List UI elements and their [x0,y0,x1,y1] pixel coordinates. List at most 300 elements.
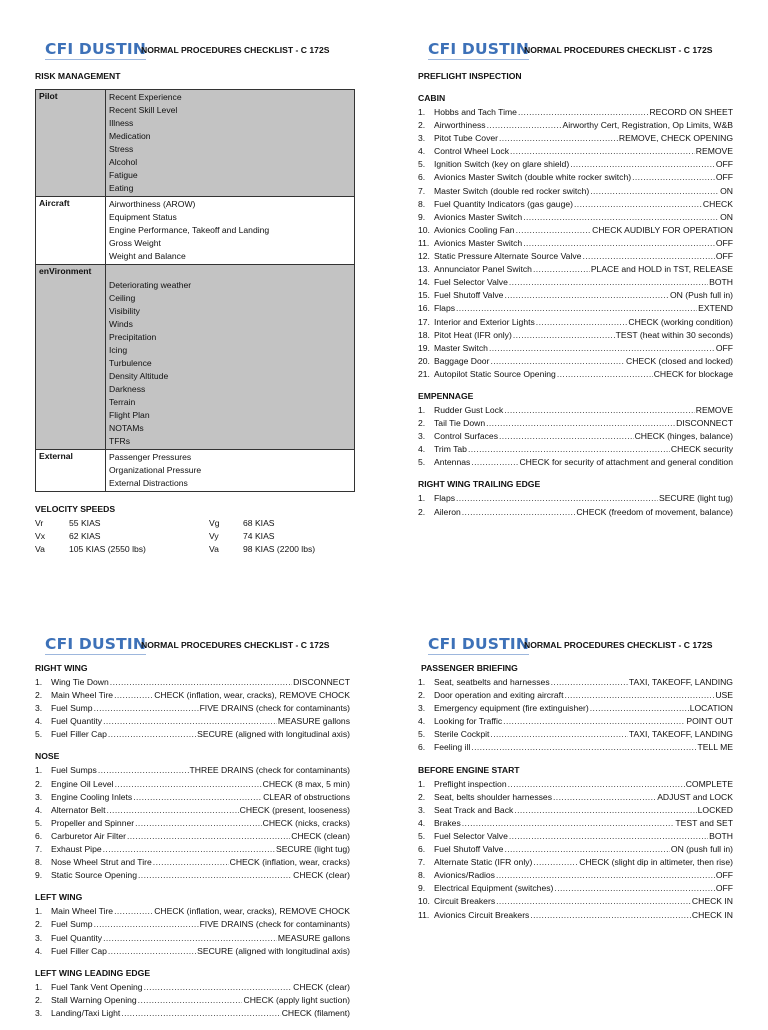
leader-dots [135,817,261,830]
item-number: 8. [35,857,43,868]
section-title: RIGHT WING TRAILING EDGE [418,479,541,490]
item-action: TEST (heat within 30 seconds) [615,329,733,340]
speed-value: 98 KIAS (2200 lbs) [243,544,316,554]
checklist-item [418,185,733,198]
item-label: Fuel Sump [51,919,93,930]
speed-value: 105 KIAS (2550 lbs) [69,544,146,554]
item-action: CHECK security [670,444,733,455]
item-label: Carburetor Air Filter [51,830,126,841]
panel-preflight [418,40,733,529]
item-action: CHECK (clear) [293,981,350,992]
checklist-item [35,945,350,958]
doc-title: NORMAL PROCEDURES CHECKLIST - C 172S [141,45,330,55]
risk-item: Recent Skill Level [109,105,178,115]
risk-item: Visibility [109,306,140,316]
item-number: 8. [418,870,426,881]
item-label: Fuel Filler Cap [51,945,107,956]
leader-dots [504,843,669,856]
checklist-item [35,778,350,791]
leader-dots [471,741,696,754]
item-label: Autopilot Static Source Opening [434,368,556,379]
leader-dots [504,404,694,417]
checklist-item [418,676,733,689]
section-title: VELOCITY SPEEDS [35,504,116,514]
checklist-item [418,237,733,250]
item-number: 3. [35,1007,43,1018]
item-label: Fuel Shutoff Valve [434,290,504,301]
item-label: Fuel Sump [51,703,93,714]
checklist-item [35,676,350,689]
section-title: NOSE [35,751,60,762]
item-number: 3. [418,703,426,714]
checklist-item [35,804,350,817]
checklist-item [35,918,350,931]
item-label: Sterile Cockpit [434,729,490,740]
item-number: 8. [418,198,426,209]
item-label: Door operation and exiting aircraft [434,690,564,701]
checklist [35,981,350,1020]
item-action: REMOVE [695,146,733,157]
doc-title: NORMAL PROCEDURES CHECKLIST - C 172S [141,640,330,650]
item-label: Nose Wheel Strut and Tire [51,857,152,868]
risk-items [106,450,355,492]
risk-item: Airworthiness (AROW) [109,199,196,209]
leader-dots [144,981,293,994]
risk-items [106,265,355,450]
item-action: CHECK AUDIBLY FOR OPERATION [592,224,733,235]
item-label: Landing/Taxi Light [51,1007,121,1018]
item-label: Annunciator Panel Switch [434,264,532,275]
item-action: ADJUST and LOCK [657,791,733,802]
item-label: Avionics/Radios [434,870,495,881]
leader-dots [509,830,708,843]
leader-dots [496,895,691,908]
leader-dots [489,342,715,355]
item-number: 3. [35,932,43,943]
checklist-item [418,741,733,754]
checklist-item [418,145,733,158]
panel-header [35,635,350,659]
item-label: Flaps [434,303,456,314]
item-number: 13. [418,264,430,275]
leader-dots [533,263,590,276]
item-number: 18. [418,329,430,340]
item-action: DISCONNECT [293,677,350,687]
item-number: 5. [35,729,43,740]
risk-item: Organizational Pressure [109,465,202,475]
leader-dots [570,158,715,171]
checklist-item [418,289,733,302]
item-label: Pitot Heat (IFR only) [434,329,512,340]
item-label: Aileron [434,506,461,517]
item-action: REMOVE [695,404,733,415]
risk-item: Ceiling [109,293,136,303]
item-action: MEASURE gallons [277,932,350,943]
item-action: OFF [715,237,733,248]
panel-header [418,635,733,659]
leader-dots [114,905,153,918]
item-label: Fuel Quantity Indicators (gas gauge) [434,198,574,209]
item-number: 4. [35,804,43,815]
risk-row [36,450,355,492]
item-number: 11. [418,909,430,920]
risk-category: enVironment [36,265,106,450]
item-label: Fuel Selector Valve [434,277,508,288]
item-label: Avionics Master Switch (double white rocker switch) [434,172,632,183]
leader-dots [94,702,199,715]
item-number: 21. [418,368,430,379]
checklist-item [418,355,733,368]
section-title: PREFLIGHT INSPECTION [418,71,522,81]
item-label: Hobbs and Tach Time [434,107,517,117]
leader-dots [551,676,628,689]
cfi-dustin-logo: CFI DUSTIN [428,635,530,653]
checklist-item [418,882,733,895]
item-action: FIVE DRAINS (check for contaminants) [199,919,350,930]
checklist-item [418,869,733,882]
checklist-item [35,702,350,715]
item-action: TAXI, TAKEOFF, LANDING [628,677,733,687]
section-title: BEFORE ENGINE START [418,764,520,775]
item-number: 16. [418,303,430,314]
item-action: CHECK (8 max, 5 min) [262,778,350,789]
leader-dots [499,430,634,443]
item-number: 1. [418,404,426,415]
checklist-item [35,856,350,869]
leader-dots [103,843,275,856]
checklist-item [35,830,350,843]
leader-dots [516,224,592,237]
checklist-item [418,843,733,856]
checklist [418,404,733,469]
checklist-item [35,905,350,918]
leader-dots [153,856,229,869]
leader-dots [115,778,262,791]
item-label: Fuel Quantity [51,932,103,943]
leader-dots [632,171,715,184]
item-number: 7. [418,185,426,196]
checklist [418,778,733,922]
item-label: Main Wheel Tire [51,906,114,917]
checklist-item [418,895,733,908]
item-action: FIVE DRAINS (check for contaminants) [199,703,350,714]
speed-value: 55 KIAS [69,518,101,528]
panel-walkaround [35,635,350,1030]
item-action: TELL ME [697,742,733,753]
item-label: Pitot Tube Cover [434,133,499,144]
checklist-item [35,715,350,728]
checklist-item [418,728,733,741]
risk-item: Turbulence [109,358,152,368]
checklist-item [418,702,733,715]
item-label: Propeller and Spinner [51,817,135,828]
leader-dots [471,456,518,469]
velocity-speeds-grid [35,517,365,556]
checklist-item [35,817,350,830]
leader-dots [574,198,702,211]
item-label: Fuel Sumps [51,765,97,776]
item-number: 10. [418,224,430,235]
item-label: Static Pressure Alternate Source Valve [434,251,582,262]
checklist-item [35,1007,350,1020]
item-number: 1. [418,677,426,687]
item-action: CHECK [702,198,733,209]
leader-dots [486,417,675,430]
item-action: EXTEND [698,303,733,314]
item-label: Control Surfaces [434,431,499,442]
item-number: 4. [418,146,426,157]
risk-item: Passenger Pressures [109,452,192,462]
checklist-item [418,132,733,145]
leader-dots [564,689,714,702]
checklist-item [418,211,733,224]
risk-item: Medication [109,131,151,141]
leader-dots [553,791,656,804]
risk-item: Eating [109,183,134,193]
leader-dots [94,918,199,931]
item-label: Alternator Belt [51,804,106,815]
item-label: Engine Oil Level [51,778,114,789]
item-label: Avionics Master Switch [434,211,523,222]
item-number: 3. [35,703,43,714]
item-number: 1. [418,107,426,117]
section-title: RISK MANAGEMENT [35,71,121,81]
checklist-item [418,804,733,817]
item-action: CHECK (inflation, wear, cracks), REMOVE CHOCK [154,906,350,917]
checklist-item [35,689,350,702]
item-label: Fuel Tank Vent Opening [51,981,143,992]
item-action: CHECK for security of attachment and general condition [519,457,733,468]
checklist-item [35,932,350,945]
item-number: 4. [35,716,43,727]
leader-dots [456,302,697,315]
item-number: 2. [35,919,43,930]
item-action: CHECK (clean) [291,830,350,841]
risk-item: Precipitation [109,332,157,342]
checklist [35,905,350,957]
leader-dots [114,689,153,702]
risk-item: Density Altitude [109,371,169,381]
checklist [35,764,350,882]
leader-dots [110,676,292,689]
leader-dots [557,368,653,381]
item-label: Control Wheel Lock [434,146,509,157]
item-number: 6. [418,844,426,855]
item-action: ON [720,211,733,222]
checklist-item [418,171,733,184]
risk-items [106,197,355,265]
leader-dots [456,492,658,505]
item-label: Stall Warning Opening [51,994,137,1005]
leader-dots [462,506,576,519]
leader-dots [462,817,675,830]
item-action: CHECK (filament) [281,1007,350,1018]
item-number: 2. [418,120,426,131]
item-label: Fuel Filler Cap [51,729,107,740]
speed-label: Vy [209,531,219,541]
item-label: Tail Tie Down [434,418,486,429]
leader-dots [508,778,685,791]
item-label: Fuel Quantity [51,716,103,727]
item-number: 6. [35,830,43,841]
checklist [418,106,733,381]
item-action: CHECK (present, looseness) [239,804,350,815]
checklist-item [418,404,733,417]
checklist-item [418,817,733,830]
item-number: 1. [35,765,43,776]
risk-item: Alcohol [109,157,138,167]
item-label: Avionics Master Switch [434,237,523,248]
item-label: Avionics Cooling Fan [434,224,515,235]
checklist-item [418,715,733,728]
item-number: 5. [418,159,426,170]
item-label: Circuit Breakers [434,896,496,907]
item-label: Exhaust Pipe [51,844,102,855]
item-number: 1. [35,677,43,687]
checklist-item [35,764,350,777]
item-label: Brakes [434,817,461,828]
leader-dots [138,994,243,1007]
item-label: Seat Track and Back [434,804,514,815]
leader-dots [496,869,715,882]
item-number: 4. [418,716,426,727]
risk-item: Terrain [109,397,136,407]
risk-row [36,90,355,197]
item-label: Feeling ill [434,742,471,753]
leader-dots [108,728,196,741]
panel-briefing [418,635,733,932]
risk-item: Deteriorating weather [109,280,192,290]
section-title: LEFT WING [35,892,83,903]
checklist-item [418,506,733,519]
item-action: POINT OUT [686,716,733,727]
item-number: 5. [35,817,43,828]
item-number: 14. [418,277,430,288]
leader-dots [487,119,562,132]
checklist-item [418,342,733,355]
checklist-item [418,791,733,804]
item-action: ON (push full in) [670,844,733,855]
risk-item: Winds [109,319,133,329]
item-action: CHECK IN [691,896,733,907]
leader-dots [106,804,238,817]
item-action: REMOVE, CHECK OPENING [618,133,733,144]
leader-dots [523,237,715,250]
checklist-item [418,276,733,289]
checklist-item [418,778,733,791]
item-action: Airworthy Cert, Registration, Op Limits, W&B [562,120,733,131]
item-action: BOTH [709,277,733,288]
item-label: Engine Cooling Inlets [51,791,133,802]
checklist-item [418,329,733,342]
checklist-item [418,263,733,276]
item-action: CHECK (closed and locked) [626,355,733,366]
item-label: Seat, seatbelts and harnesses [434,677,550,687]
item-action: RECORD ON SHEET [649,107,733,117]
leader-dots [490,355,625,368]
leader-dots [523,211,719,224]
leader-dots [530,909,691,922]
item-number: 2. [418,418,426,429]
item-number: 5. [418,729,426,740]
checklist-item [35,981,350,994]
item-number: 2. [35,994,43,1005]
item-number: 15. [418,290,430,301]
item-action: OFF [715,159,733,170]
item-action: CHECK (nicks, cracks) [262,817,350,828]
item-label: Wing Tie Down [51,677,109,687]
item-action: CHECK (inflation, wear, cracks), REMOVE CHOCK [154,690,350,701]
item-number: 5. [418,457,426,468]
item-number: 1. [418,778,426,789]
item-label: Static Source Opening [51,870,137,881]
item-action: LOCATION [689,703,733,714]
item-action: CLEAR of obstructions [263,791,350,802]
item-number: 3. [418,133,426,144]
item-action: CHECK (hinges, balance) [634,431,733,442]
item-label: Master Switch (double red rocker switch) [434,185,590,196]
item-action: ON [720,185,733,196]
checklist-item [35,869,350,882]
item-label: Antennas [434,457,471,468]
checklist-item [418,689,733,702]
checklist-item [418,106,733,119]
item-action: SECURE (light tug) [658,493,733,504]
leader-dots [98,764,189,777]
leader-dots [121,1007,280,1020]
item-action: OFF [715,172,733,183]
item-number: 6. [418,172,426,183]
item-label: Fuel Selector Valve [434,830,508,841]
item-label: Interior and Exterior Lights [434,316,535,327]
item-action: OFF [715,870,733,881]
risk-item: Recent Experience [109,92,182,102]
leader-dots [499,132,618,145]
leader-dots [468,443,670,456]
checklist-item [418,909,733,922]
leader-dots [518,106,648,119]
checklist-item [418,430,733,443]
item-action: LOCKED [697,804,733,815]
checklist [35,676,350,741]
item-number: 4. [35,945,43,956]
item-number: 9. [35,870,43,881]
item-action: CHECK (inflation, wear, cracks) [229,857,350,868]
item-action: DISCONNECT [676,418,733,429]
speed-label: Vg [209,518,220,528]
risk-row [36,197,355,265]
leader-dots [127,830,290,843]
leader-dots [503,715,685,728]
risk-item: Weight and Balance [109,251,186,261]
checklist-item [35,728,350,741]
item-label: Preflight inspection [434,778,507,789]
item-label: Fuel Shutoff Valve [434,844,504,855]
leader-dots [513,329,615,342]
risk-table [35,89,355,492]
item-number: 4. [418,444,426,455]
item-label: Alternate Static (IFR only) [434,857,533,868]
checklist-item [35,994,350,1007]
item-action: CHECK IN [691,909,733,920]
risk-item: Gross Weight [109,238,161,248]
checklist-item [418,856,733,869]
item-action: SECURE (aligned with longitudinal axis) [197,945,350,956]
item-label: Looking for Traffic [434,716,503,727]
item-label: Master Switch [434,342,488,353]
risk-items [106,90,355,197]
item-number: 7. [418,857,426,868]
